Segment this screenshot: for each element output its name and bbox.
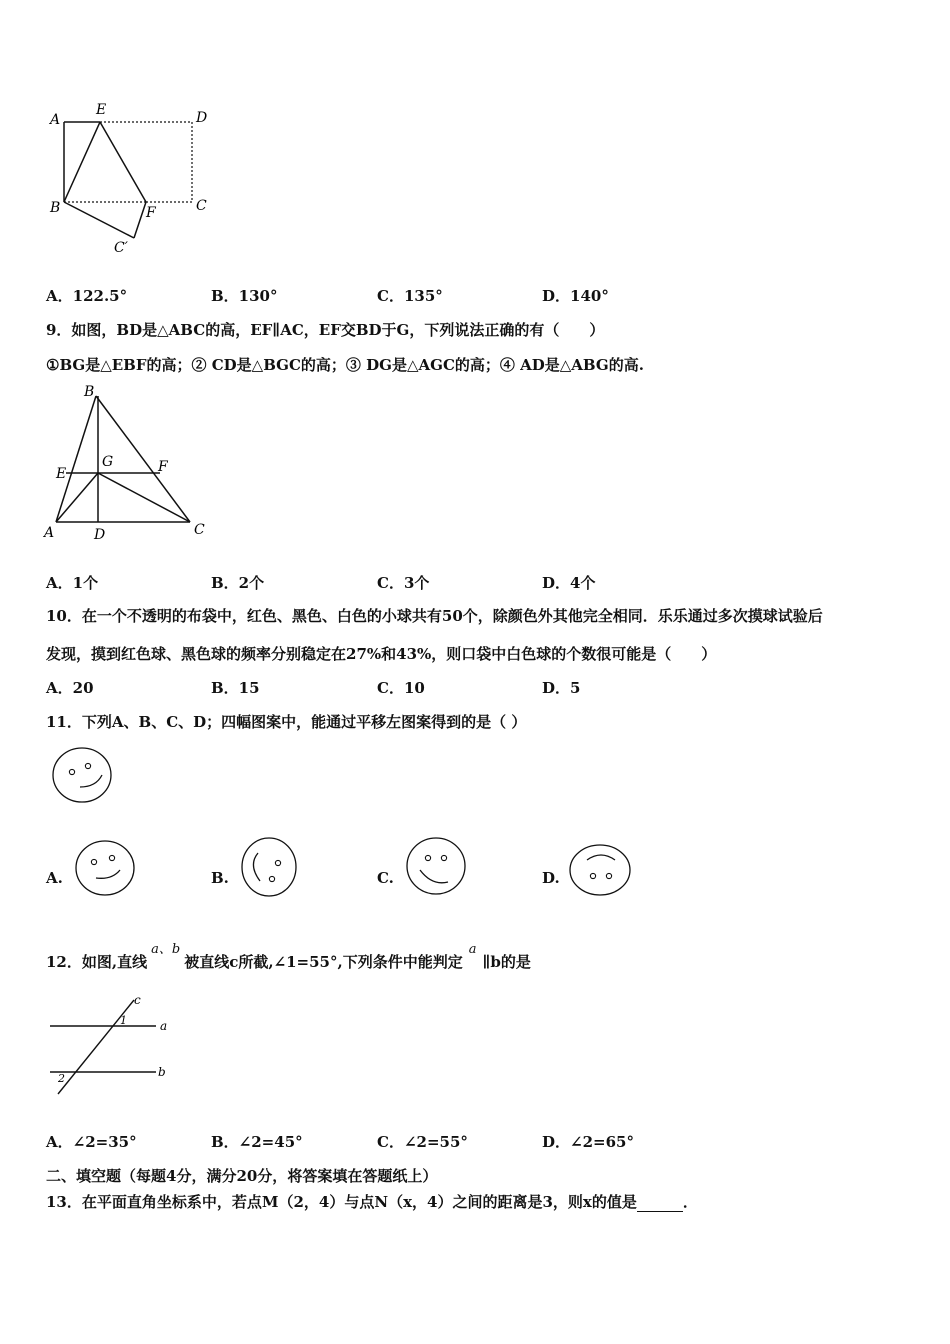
q9-figure: [42, 382, 217, 547]
q13-answer-blank[interactable]: [637, 1197, 683, 1212]
fig9-label-e: E: [56, 466, 67, 482]
fig8-label-a: A: [50, 112, 61, 128]
q9-stem: 9．如图，BD是△ABC的高，EF∥AC，EF交BD于G，下列说法正确的有（ ）: [46, 321, 605, 339]
q10-option-c[interactable]: C．10: [377, 679, 425, 697]
q8-option-b[interactable]: B．130°: [211, 287, 278, 305]
fig9-label-g: G: [102, 454, 114, 470]
fig8-label-f: F: [146, 205, 156, 221]
q10-line2: 发现，摸到红色球、黑色球的频率分别稳定在27%和43%，则口袋中白色球的个数很可能是（ ）: [46, 645, 717, 663]
q12-option-a[interactable]: A．∠2=35°: [46, 1133, 137, 1151]
q10-option-a[interactable]: A．20: [46, 679, 94, 697]
q11-option-b-label[interactable]: B.: [211, 869, 229, 887]
fig12-label-c: c: [134, 993, 141, 1007]
q9-option-d[interactable]: D．4个: [542, 574, 596, 592]
fig9-label-b: B: [84, 384, 95, 400]
q8-option-a[interactable]: A．122.5°: [46, 287, 128, 305]
q9-statements: ①BG是△EBF的高；② CD是△BGC的高；③ DG是△AGC的高；④ AD是△ABG的高.: [46, 356, 644, 374]
segment-bc-prime: [64, 202, 134, 238]
q11-option-b-face-icon[interactable]: [238, 835, 304, 899]
q12-option-d[interactable]: D．∠2=65°: [542, 1133, 634, 1151]
fig12-label-angle-1: 1: [120, 1014, 127, 1027]
q12-suffix: ∥b的是: [482, 953, 531, 971]
q12-a: a: [468, 942, 477, 957]
q13-text: 13．在平面直角坐标系中，若点M（2，4）与点N（x，4）之间的距离是3，则x的值是: [46, 1193, 637, 1211]
q10-line1: 10．在一个不透明的布袋中，红色、黑色、白色的小球共有50个，除颜色外其他完全相同．乐乐通过多次摸球试验后: [46, 607, 823, 625]
fig9-label-f: F: [158, 459, 168, 475]
q11-option-d-face-icon[interactable]: [567, 842, 635, 898]
q13-end: ．: [682, 1193, 698, 1211]
q9-option-c[interactable]: C．3个: [377, 574, 430, 592]
segment-be: [64, 122, 100, 202]
segment-ab: [56, 396, 96, 522]
fig9-label-c: C: [194, 522, 205, 538]
fig8-label-c-prime: C′: [114, 240, 128, 256]
q11-stem: 11．下列A、B、C、D；四幅图案中，能通过平移左图案得到的是（ ）: [46, 713, 527, 731]
section-2-heading: 二、填空题（每题4分，满分20分，将答案填在答题纸上）: [46, 1167, 438, 1185]
q12-ab: a、b: [151, 942, 181, 957]
q11-option-a-label[interactable]: A.: [46, 869, 63, 887]
q12-option-b[interactable]: B．∠2=45°: [211, 1133, 303, 1151]
q11-option-a-face-icon[interactable]: [72, 838, 138, 898]
q12-prefix: 12．如图,直线: [46, 953, 148, 971]
q10-option-b[interactable]: B．15: [211, 679, 260, 697]
fig12-label-a: a: [160, 1019, 168, 1033]
q11-option-c-face-icon[interactable]: [404, 836, 470, 898]
q12-stem: [46, 942, 531, 974]
fig12-label-b: b: [158, 1065, 166, 1079]
q12-figure: [44, 992, 176, 1098]
q9-option-a[interactable]: A．1个: [46, 574, 99, 592]
fig8-label-b: B: [50, 200, 61, 216]
segment-gc: [98, 473, 190, 522]
fig8-label-c: C: [196, 198, 207, 214]
segment-c-prime-f: [134, 202, 146, 238]
fig8-label-d: D: [196, 110, 208, 126]
q8-option-d[interactable]: D．140°: [542, 287, 609, 305]
q9-option-b[interactable]: B．2个: [211, 574, 265, 592]
fig12-label-angle-2: 2: [58, 1072, 65, 1085]
q8-figure: [46, 100, 216, 260]
q11-reference-face-icon: [50, 745, 116, 805]
q12-mid: 被直线c所截,∠1=55°,下列条件中能判定: [184, 953, 463, 971]
q11-option-d-label[interactable]: D.: [542, 869, 560, 887]
fig8-label-e: E: [96, 102, 107, 118]
segment-ef: [100, 122, 146, 202]
q12-option-c[interactable]: C．∠2=55°: [377, 1133, 468, 1151]
q8-option-c[interactable]: C．135°: [377, 287, 443, 305]
fig9-label-a: A: [44, 525, 55, 541]
q11-option-c-label[interactable]: C.: [377, 869, 394, 887]
q10-option-d[interactable]: D．5: [542, 679, 581, 697]
fig9-label-d: D: [94, 527, 106, 543]
q13-stem: [46, 1192, 698, 1212]
